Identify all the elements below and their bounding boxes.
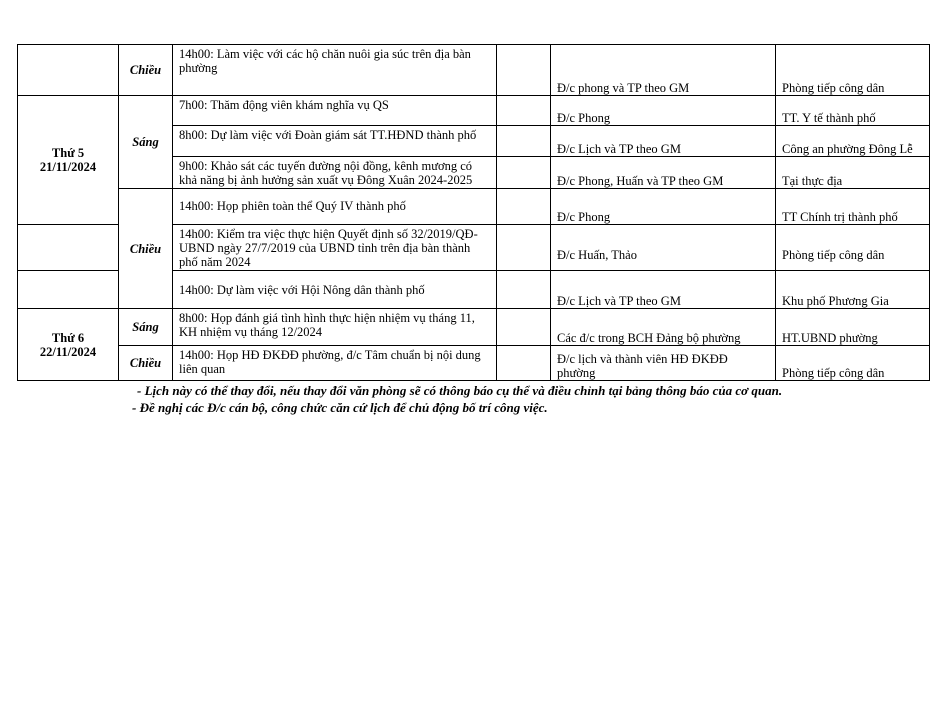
task-content: 14h00: Kiểm tra việc thực hiện Quyết định số 32/2019/QĐ-UBND ngày 27/7/2019 của UBND tỉnh trên địa bàn thành phố năm 2024 [173, 225, 497, 271]
table-row [18, 346, 930, 381]
location-cell: TT Chính trị thành phố [776, 189, 930, 225]
task-content: 14h00: Họp phiên toàn thể Quý IV thành phố [173, 189, 497, 225]
task-content: 14h00: Làm việc với các hộ chăn nuôi gia súc trên địa bàn phường [173, 45, 497, 96]
location-cell: Công an phường Đông Lễ [776, 126, 930, 157]
day-name: Thứ 5 [51, 146, 85, 160]
session-cell: Chiều [119, 346, 173, 381]
lead-cell: Đ/c Lịch và TP theo GM [551, 126, 776, 157]
session-cell: Sáng [119, 309, 173, 346]
table-row [18, 96, 930, 126]
schedule-table [17, 44, 930, 381]
location-cell: Phòng tiếp công dân [776, 45, 930, 96]
empty-cell [497, 45, 551, 96]
lead-cell: Đ/c lịch và thành viên HĐ ĐKĐĐ phường [551, 346, 776, 381]
table-row [18, 45, 930, 96]
location-cell: Khu phố Phương Gia [776, 271, 930, 309]
empty-cell [497, 225, 551, 271]
session-cell: Chiều [119, 189, 173, 309]
location-cell: HT.UBND phường [776, 309, 930, 346]
day-date: 22/11/2024 [39, 344, 97, 359]
task-content: 9h00: Khảo sát các tuyến đường nội đồng, kênh mương có khả năng bị ảnh hưởng sản xuất vụ Đông Xuân 2024-2025 [173, 157, 497, 189]
lead-cell: Các đ/c trong BCH Đảng bộ phường [551, 309, 776, 346]
table-row [18, 309, 930, 346]
day-cell-empty [18, 45, 119, 96]
lead-cell: Đ/c Phong [551, 189, 776, 225]
day-name: Thứ 6 [51, 330, 85, 345]
empty-cell [497, 309, 551, 346]
table-row [18, 189, 930, 225]
task-content: 7h00: Thăm động viên khám nghĩa vụ QS [173, 96, 497, 126]
task-content: 8h00: Dự làm việc với Đoàn giám sát TT.HĐND thành phố [173, 126, 497, 157]
day-cell-empty [18, 271, 119, 309]
note-change-notice: - Lịch này có thể thay đổi, nếu thay đổi văn phòng sẽ có thông báo cụ thể và điều chỉnh tại bảng thông báo của cơ quan. [137, 383, 783, 398]
location-cell: Tại thực địa [776, 157, 930, 189]
empty-cell [497, 126, 551, 157]
task-content: 14h00: Dự làm việc với Hội Nông dân thành phố [173, 271, 497, 309]
empty-cell [497, 96, 551, 126]
empty-cell [497, 346, 551, 381]
session-cell: Sáng [119, 96, 173, 189]
lead-cell: Đ/c phong và TP theo GM [551, 45, 776, 96]
day-date: 21/11/2024 [39, 160, 97, 174]
empty-cell [497, 271, 551, 309]
lead-cell: Đ/c Phong, Huấn và TP theo GM [551, 157, 776, 189]
location-cell: TT. Y tế thành phố [776, 96, 930, 126]
empty-cell [497, 189, 551, 225]
task-content: 8h00: Họp đánh giá tình hình thực hiện nhiệm vụ tháng 11, KH nhiệm vụ tháng 12/2024 [173, 309, 497, 346]
lead-cell: Đ/c Lịch và TP theo GM [551, 271, 776, 309]
task-content: 14h00: Họp HĐ ĐKĐĐ phường, đ/c Tâm chuẩn bị nội dung liên quan [173, 346, 497, 381]
day-cell-thu5 [18, 96, 119, 225]
empty-cell [497, 157, 551, 189]
session-cell: Chiều [119, 45, 173, 96]
day-cell-thu6 [18, 309, 119, 381]
location-cell: Phòng tiếp công dân [776, 225, 930, 271]
location-cell: Phòng tiếp công dân [776, 346, 930, 381]
lead-cell: Đ/c Huấn, Thảo [551, 225, 776, 271]
day-cell-empty [18, 225, 119, 271]
note-arrange-work: - Đề nghị các Đ/c cán bộ, công chức căn cứ lịch để chủ động bố trí công việc. [132, 400, 548, 415]
lead-cell: Đ/c Phong [551, 96, 776, 126]
